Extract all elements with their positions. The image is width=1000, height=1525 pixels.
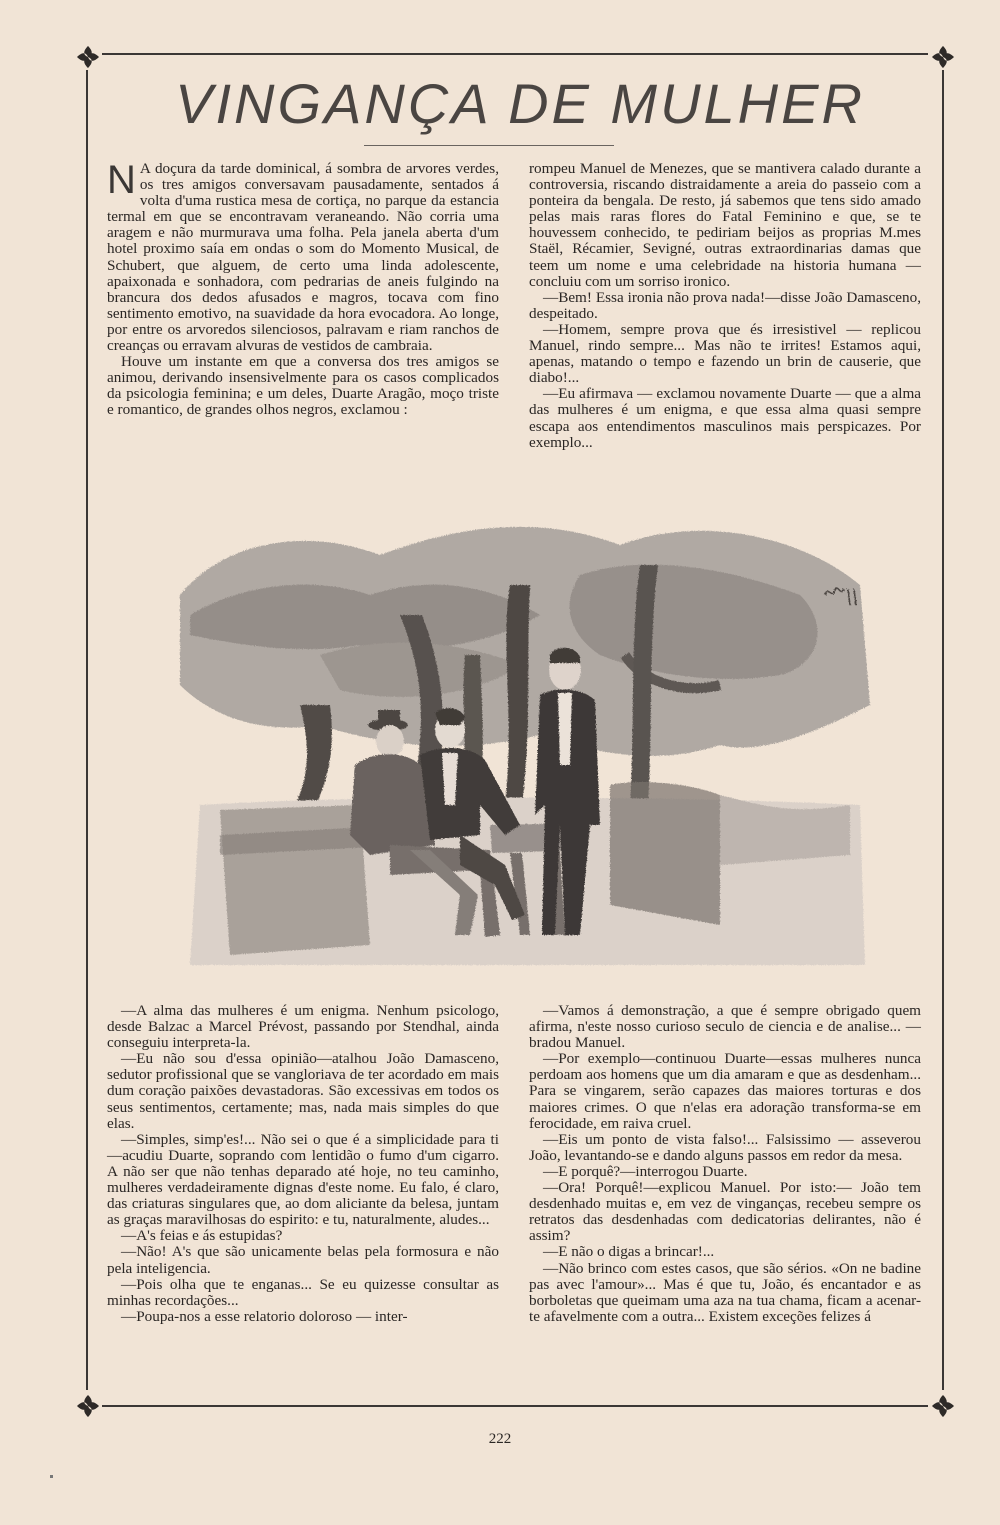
title-underline: [364, 145, 614, 146]
frame-bottom-rule: [102, 1405, 928, 1407]
paragraph: —Homem, sempre prova que és irresistivel — replicou Manuel, rindo sempre... Mas não te irrites! Estamos aqui, apenas, matando o tempo e fazendo un brin de causerie, que diabo!...: [529, 320, 921, 387]
frame-left-rule: [86, 70, 88, 1390]
paragraph: —Simples, simp'es!... Não sei o que é a simplicidade para ti—acudiu Duarte, soprando com lentidão o fumo d'um cigarro. A não ser que não tenhas deparado até hoje, no teu caminho, mulheres verdadeiramente dignas d'este nome. Eu falo, é claro, das criaturas singulares que, ao dom aliciante da belesa, juntam as graças maravilhosas do espirito: e tu, naturalmente, aludes...: [107, 1130, 499, 1229]
margin-mark: [50, 1475, 53, 1478]
column-top-right: [529, 161, 921, 451]
paragraph: —Pois olha que te enganas... Se eu quizesse consultar as minhas recordações...: [107, 1275, 499, 1309]
paragraph: —E porquê?—interrogou Duarte.: [543, 1162, 748, 1180]
paragraph: —A's feias e ás estupidas?: [121, 1227, 283, 1245]
paragraph: —Bem! Essa ironia não prova nada!—disse João Damasceno, despeitado.: [529, 288, 921, 322]
paragraph: A doçura da tarde dominical, á sombra de arvores verdes, os tres amigos conversavam pausadamente, sentados á volta d'uma rustica mesa de cortiça, no parque da estancia termal em que se encontravam veraneando. Não corria uma aragem e não murmurava uma folha. Pela janela aberta d'um hotel proximo saía em ondas o som do Momento Musical, de Schubert, que alguem, de certo uma linda adolescente, apaixonada e sonhadora, com pedrarias de aneis fulgindo na brancura dos dedos afusados e magros, tocava com fino sentimento emotivo, na suavidade da hora evocadora. Ao longe, por entre os arvoredos silenciosos, palravam e riam ranchos de creanças ou erravam alvuras de vestidos de cambraia.: [107, 160, 499, 355]
paragraph: —Vamos á demonstração, a que é sempre obrigado quem afirma, n'este nosso curioso seculo de ciencia e de analise... — bradou Manuel.: [529, 1002, 921, 1052]
page-number: 222: [488, 1431, 512, 1447]
corner-ornament-icon: [73, 1391, 103, 1421]
corner-ornament-icon: [73, 42, 103, 72]
corner-ornament-icon: [928, 1391, 958, 1421]
illustration-park-scene: [160, 505, 885, 975]
paragraph: rompeu Manuel de Menezes, que se mantivera calado durante a controversia, riscando distraidamente a areia do passeio com a ponteira da bengala. De resto, já sabemos que tens sido amado pelas mais raras flores do Fatal Feminino e que, se te houvessem conhecido, te pediriam beijos as proprias M.mes Staël, Récamier, Sevigné, outras extraordinarias damas que teem um nome e uma celebridade na historia humana — concluiu com um sorriso ironico.: [529, 160, 921, 290]
page-title: VINGANÇA DE MULHER: [175, 72, 865, 135]
paragraph: —Eis um ponto de vista falso!... Falsissimo — asseverou João, levantando-se e dando alguns passos em redor da mesa.: [529, 1130, 921, 1164]
paragraph: —E não o digas a brincar!...: [543, 1243, 715, 1261]
paragraph: Houve um instante em que a conversa dos tres amigos se animou, derivando insensivelmente para os casos complicados da psicologia feminina; e um deles, Duarte Aragão, moço triste e romantico, de grandes olhos negros, exclamou :: [107, 353, 499, 419]
corner-ornament-icon: [928, 42, 958, 72]
paragraph: —Não brinco com estes casos, que são sérios. «On ne badine pas avec l'amour»... Mas é que tu, João, és encantador e as borboletas que queimam uma aza na tua chama, ficam a acenar-te afavelmente com a outra... Existem exceções felizes á: [529, 1259, 921, 1325]
paragraph: —Eu afirmava — exclamou novamente Duarte — que a alma das mulheres é um enigma, e que essa alma quasi sempre escapa aos entendimentos masculinos mais perspicazes. Por exemplo...: [529, 385, 921, 451]
paragraph: —Ora! Porquê!—explicou Manuel. Por isto:— João tem desdenhado muitas e, em vez de vinganças, recebeu sempre os retratos das desdenhadas com dedicatorias delirantes, não é assim?: [529, 1179, 921, 1245]
frame-top-rule: [102, 53, 928, 55]
paragraph: —Eu não sou d'essa opinião—atalhou João Damasceno, sedutor profissional que se vangloriava de ter acordado em mais dum coração paixões devastadoras. São excessivas em todos os seus sentimentos, certamente; mas, nada mais simples do que elas.: [107, 1050, 499, 1132]
paragraph: —Poupa-nos a esse relatorio doloroso — inter-: [121, 1307, 408, 1325]
frame-right-rule: [942, 70, 944, 1390]
paragraph: —A alma das mulheres é um enigma. Nenhum psicologo, desde Balzac a Marcel Prévost, passando por Stendhal, ainda conseguiu interpreta-la.: [107, 1002, 499, 1052]
drop-cap: N: [107, 158, 136, 202]
column-bottom-right: [529, 1003, 921, 1325]
paragraph: —Por exemplo—continuou Duarte—essas mulheres nunca perdoam aos homens que um dia amaram e que as desdenham... Para se vingarem, serão capazes das maiores torturas e dos maiores crimes. O que n'elas era adoração transforma-se em ferocidade, em raiva cruel.: [529, 1050, 921, 1132]
paragraph: —Não! A's que são unicamente belas pela formosura e não pela inteligencia.: [107, 1243, 499, 1277]
column-top-left: [107, 158, 499, 419]
column-bottom-left: [107, 1003, 499, 1325]
